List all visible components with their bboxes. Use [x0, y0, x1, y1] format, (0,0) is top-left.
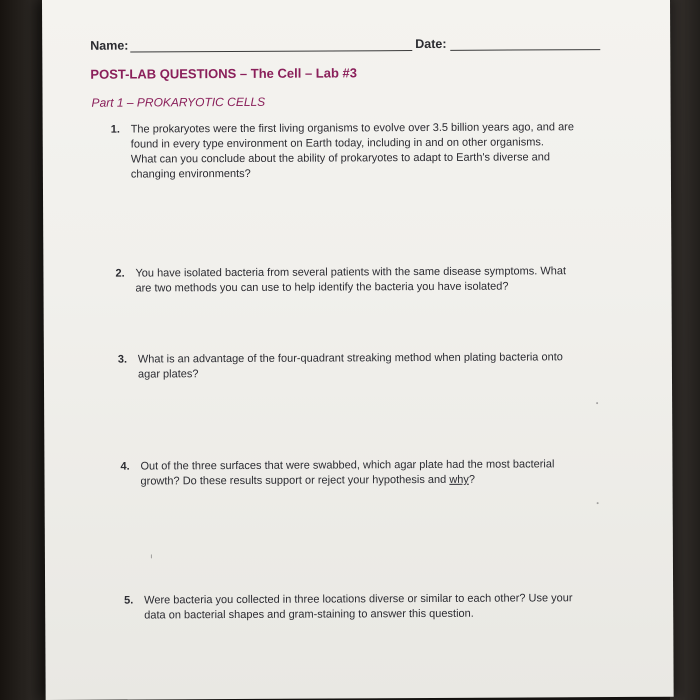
name-line [130, 50, 412, 52]
question-text: What is an advantage of the four-quadrant streaking method when plating bacteria onto agar plates? [137, 351, 563, 381]
stray-mark [151, 554, 152, 558]
worksheet-title: POST-LAB QUESTIONS – The Cell – Lab #3 [90, 65, 357, 82]
question-number: 2. [115, 267, 125, 280]
worksheet-page [42, 0, 674, 700]
question-text: Were bacteria you collected in three locations diverse or similar to each other? Use your data on bacterial shapes and gram-staining to answer this question. [144, 592, 573, 622]
name-label: Name: [90, 38, 129, 53]
date-label: Date: [415, 36, 447, 52]
question-number: 3. [117, 353, 128, 366]
underlined-word: why [449, 473, 469, 486]
question-1 [110, 120, 631, 183]
question-text-main: Out of the three surfaces that were swabbed, which agar plate had the most bacterial growth? Do these results support or reject your hypothesis and [140, 458, 555, 488]
stray-mark [596, 402, 598, 404]
question-2 [115, 264, 635, 297]
question-number: 4. [120, 460, 130, 473]
question-number: 5. [124, 594, 134, 607]
date-line [450, 49, 600, 51]
question-4 [120, 457, 640, 490]
question-text: The prokaryotes were the first living organisms to evolve over 3.5 billion years ago, and are found in every type environment on Earth today, including in and on other organisms. What can you conclude about the ability of prokaryotes to adapt to Earth's diverse and changing environments? [130, 121, 574, 181]
question-5 [124, 591, 644, 624]
stray-mark [597, 502, 599, 504]
part-heading: Part 1 – PROKARYOTIC CELLS [91, 94, 266, 110]
question-text: You have isolated bacteria from several patients with the same disease symptoms. What are two methods you can use to help identify the bacteria you have isolated? [135, 265, 567, 295]
question-number: 1. [110, 123, 120, 136]
question-text-end: ? [468, 473, 476, 486]
background-surface [670, 0, 700, 700]
question-text [140, 457, 640, 490]
question-3 [117, 350, 638, 383]
